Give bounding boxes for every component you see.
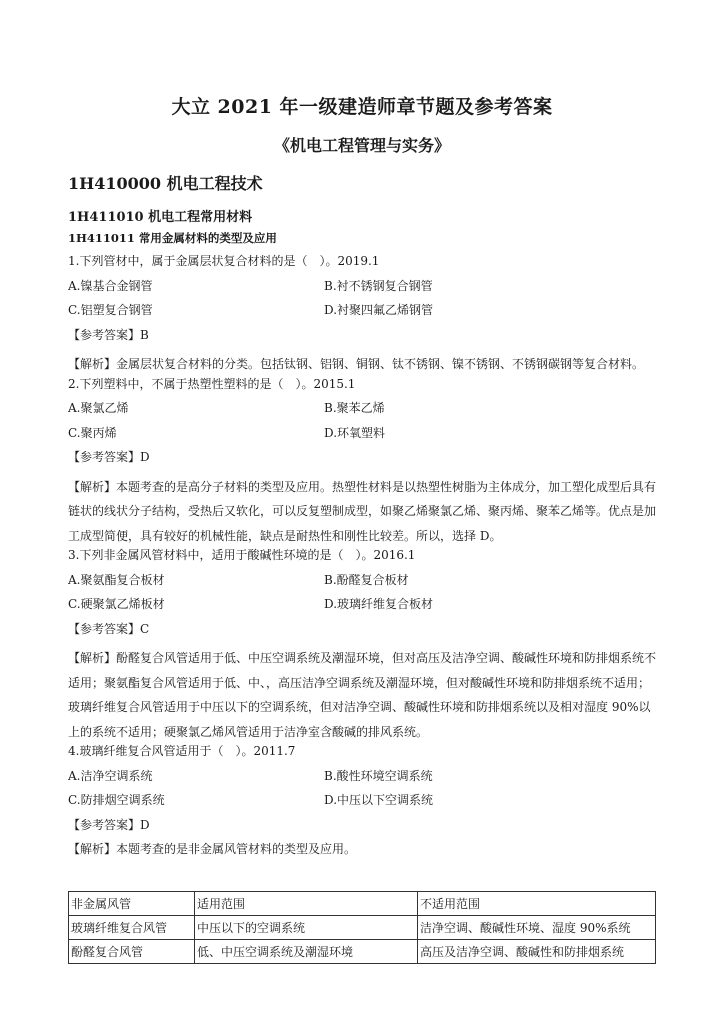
option-d: D.中压以下空调系统 [324, 793, 434, 807]
table-header-row [69, 892, 656, 916]
option-row [68, 573, 658, 598]
option-b: B.酚醛复合板材 [324, 572, 409, 587]
reference-answer: 【参考答案】C [68, 621, 150, 636]
reference-answer: 【参考答案】D [68, 817, 150, 832]
option-c: C.聚丙烯 [68, 425, 117, 440]
document-subtitle: 《机电工程管理与实务》 [273, 136, 450, 155]
table-header-cell: 不适用范围 [418, 892, 656, 916]
table-header-cell: 适用范围 [195, 892, 418, 916]
question-stem: 4.玻璃纤维复合风管适用于（ ）。2011.7 [68, 744, 296, 758]
analysis: 【解析】金属层状复合材料的分类。包括钛钢、铝钢、铜钢、钛不锈钢、镍不锈钢、不锈钢碳钢等复合材料。 [68, 357, 645, 371]
analysis: 【解析】本题考查的是非金属风管材料的类型及应用。 [68, 842, 357, 856]
table-cell: 玻璃纤维复合风管 [69, 916, 195, 940]
option-a: A.镍基合金钢管 [68, 278, 153, 293]
option-d: D.玻璃纤维复合板材 [324, 597, 434, 611]
question-stem: 3.下列非金属风管材料中，适用于酸碱性环境的是（ ）。2016.1 [68, 548, 416, 562]
table-cell: 中压以下的空调系统 [195, 916, 418, 940]
question-3 [68, 548, 658, 744]
questions-list [68, 254, 658, 867]
option-row [68, 279, 658, 304]
question-4 [68, 744, 658, 867]
analysis: 【解析】本题考查的是高分子材料的类型及应用。热塑性材料是以热塑性树脂为主体成分，加工塑化成型后具有链状的线状分子结构，受热后又软化，可以反复塑制成型，如聚乙烯聚氯乙烯、聚丙烯、聚苯乙烯等。优点是加工成型简便，具有较好的机械性能，缺点是耐热性和刚性比较差。所以，选择 D。 [68, 479, 657, 543]
option-c: C.铝塑复合钢管 [68, 303, 153, 317]
question-stem: 2.下列塑料中，不属于热塑性塑料的是（ ）。2015.1 [68, 376, 356, 391]
question-1 [68, 254, 658, 377]
option-row [68, 597, 658, 622]
option-row [68, 401, 658, 426]
option-a: A.洁净空调系统 [68, 768, 153, 783]
option-a: A.聚氯乙烯 [68, 401, 129, 415]
table-cell: 洁净空调、酸碱性环境、湿度 90%系统 [418, 916, 656, 940]
table-header-cell: 非金属风管 [69, 892, 195, 916]
option-c: C.防排烟空调系统 [68, 793, 165, 807]
table-cell: 高压及洁净空调、酸碱性和防排烟系统 [418, 940, 656, 964]
reference-answer: 【参考答案】B [68, 327, 149, 342]
table-cell: 酚醛复合风管 [69, 940, 195, 964]
comparison-table [68, 891, 656, 964]
chapter-heading: 1H410000 机电工程技术 [68, 174, 263, 193]
subsection-heading: 1H411011 常用金属材料的类型及应用 [68, 231, 277, 245]
question-stem: 1.下列管材中，属于金属层状复合材料的是（ ）。2019.1 [68, 254, 380, 268]
option-a: A.聚氨酯复合板材 [68, 572, 165, 587]
option-row [68, 793, 658, 818]
option-row [68, 303, 658, 328]
table-cell: 低、中压空调系统及潮湿环境 [195, 940, 418, 964]
section-heading: 1H411010 机电工程常用材料 [68, 210, 253, 225]
analysis: 【解析】酚醛复合风管适用于低、中压空调系统及潮湿环境，但对高压及洁净空调、酸碱性环境和防排烟系统不适用；聚氨酯复合风管适用于低、中、，高压洁净空调系统及潮湿环境，但对酸碱性环境和防排烟系统不适用；玻璃纤维复合风管适用于中压以下的空调系统，但对洁净空调、酸碱性环境和防排烟系统以及相对湿度 90%以上的系统不适用；硬聚氯乙烯风管适用于洁净室含酸碱的排风系统。 [68, 651, 657, 739]
option-c: C.硬聚氯乙烯板材 [68, 597, 165, 611]
option-d: D.衬聚四氟乙烯钢管 [324, 303, 434, 317]
table-row [69, 940, 656, 964]
option-d: D.环氧塑料 [324, 425, 386, 440]
option-row [68, 769, 658, 794]
option-b: B.衬不锈钢复合钢管 [324, 278, 433, 293]
option-row [68, 426, 658, 451]
option-b: B.聚苯乙烯 [324, 401, 385, 415]
option-b: B.酸性环境空调系统 [324, 768, 433, 783]
table-row [69, 916, 656, 940]
reference-answer: 【参考答案】D [68, 450, 150, 464]
question-2 [68, 377, 658, 549]
document-title: 大立 2021 年一级建造师章节题及参考答案 [171, 96, 553, 118]
